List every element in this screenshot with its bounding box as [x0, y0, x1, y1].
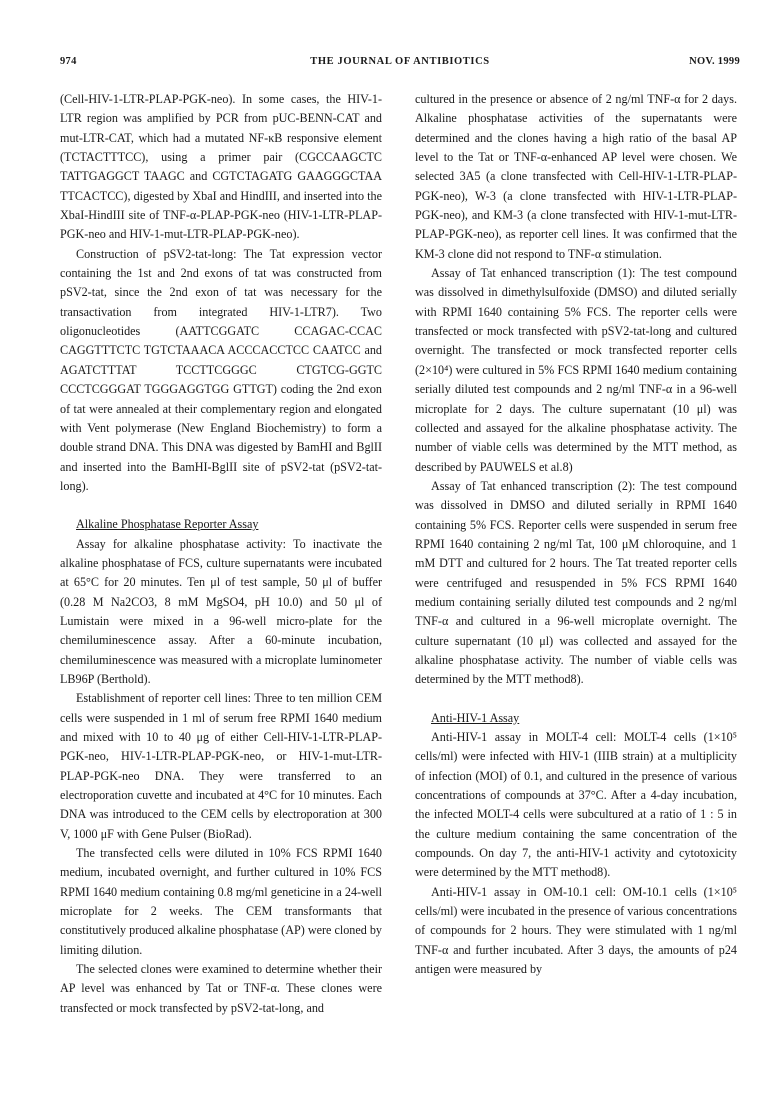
- left-column: [60, 90, 382, 1018]
- running-header: [60, 56, 740, 76]
- paragraph: Anti-HIV-1 assay in OM-10.1 cell: OM-10.1 cells (1×10⁵ cells/ml) were incubated in the presence of various concentrations of compounds for 2 hours. They were stimulated with 1 ng/ml TNF-α and further incubated. After 3 days, the amounts of p24 antigen were measured by: [415, 884, 737, 977]
- paragraph: Anti-HIV-1 assay in MOLT-4 cell: MOLT-4 cells (1×10⁵ cells/ml) were infected with HIV-1 (IIIB strain) at a multiplicity of infection (MOI) of 0.1, and cultured in the presence of various concentrations of compounds at 37°C. After a 4-day incubation, the infected MOLT-4 cells were subcultured at a ratio of 1 : 5 in the culture medium containing the same concentration of the compounds. On day 7, the anti-HIV-1 activity and cytotoxicity were determined by the MTT method8).: [415, 730, 737, 880]
- journal-title: THE JOURNAL OF ANTIBIOTICS: [310, 56, 490, 67]
- issue-date: NOV. 1999: [689, 56, 740, 67]
- section-heading-anti-hiv: Anti-HIV-1 Assay: [431, 710, 520, 725]
- paragraph: Assay for alkaline phosphatase activity: To inactivate the alkaline phosphatase of FCS, culture supernatants were incubated at 65°C for 20 minutes. Ten μl of test sample, 50 μl of buffer (0.28 M Na2CO3, 8 mM MgSO4, pH 10.0) and 50 μl of Lumistain were mixed in a 96-well micro-plate for the chemiluminescence assay. After a 60-minute incubation, chemiluminescence was measured with a microplate luminometer LB96P (Berthold).: [60, 536, 382, 686]
- paragraph: Assay of Tat enhanced transcription (1): The test compound was dissolved in dimethylsulfoxide (DMSO) and diluted serially with RPMI 1640 containing 5% FCS. The reporter cells were transfected or mock transfected with pSV2-tat-long and cultured overnight. The transfected or mock transfected reporter cells (2×10⁴) were cultured in 5% FCS RPMI 1640 medium containing serially diluted test compounds and 2 ng/ml TNF-α in a 96-well microplate for 2 days. The culture supernatant (10 μl) was collected and assayed for the alkaline phosphatase activity. The number of viable cells was determined by the MTT method, as described by PAUWELS et al.8): [415, 266, 737, 474]
- page-number: 974: [60, 56, 77, 67]
- paragraph: (Cell-HIV-1-LTR-PLAP-PGK-neo). In some cases, the HIV-1-LTR region was amplified by PCR from pUC-BENN-CAT and mut-LTR-CAT, which had a mutated NF-κB responsive element (TCTACTTTCC), using a primer pair (CGCCAAGCTC TATTGAGGCT TAAGC and CGTCTAGATG GAAGGGCTAA TTCACTCC), digested by XbaI and HindIII, and inserted into the XbaI-HindIII site of TNF-α-PLAP-PGK-neo (HIV-1-LTR-PLAP-PGK-neo and HIV-1-mut-LTR-PLAP-PGK-neo).: [60, 92, 382, 242]
- paragraph: Establishment of reporter cell lines: Three to ten million CEM cells were suspended in 1 ml of serum free RPMI 1640 medium and mixed with 10 to 40 μg of either Cell-HIV-1-LTR-PLAP-PGK-neo, HIV-1-LTR-PLAP-PGK-neo, or HIV-1-mut-LTR-PLAP-PGK-neo DNA. They were transferred to an electroporation cuvette and incubated at 4°C for 10 minutes. Each DNA was introduced to the CEM cells by electroporation at 300 V, 1000 μF with Gene Pulser (BioRad).: [60, 691, 382, 841]
- paragraph: Construction of pSV2-tat-long: The Tat expression vector containing the 1st and 2nd exons of tat was constructed from pSV2-tat, since the 2nd exon of tat was necessary for the transactivation from integrated HIV-1-LTR7). Two oligonucleotides (AATTCGGATC CCAGAC-CCAC CAGGTTTCTC TGTCTAAACA ACCCACCTCC CAATCC and AGATCTTTAT TCCTTCGGGC CTGTCG-GGTC CCCTCGGGAT TGGGAGGTGG GTTGT) coding the 2nd exon of tat were annealed at their complementary region and elongated with Vent polymerase (New England Biochemistry) to form a double strand DNA. This DNA was digested by BamHI and BglII and inserted into the BamHI-BglII site of pSV2-tat (pSV2-tat-long).: [60, 246, 382, 493]
- paragraph: The transfected cells were diluted in 10% FCS RPMI 1640 medium, incubated overnight, and further cultured in 10% FCS RPMI 1640 medium containing 0.8 mg/ml geneticine in a 24-well microplate for 2 weeks. The CEM transformants that constitutively produced alkaline phosphatase (AP) were cloned by limiting dilution.: [60, 846, 382, 957]
- paragraph: The selected clones were examined to determine whether their AP level was enhanced by Tat or TNF-α. These clones were transfected or mock transfected by pSV2-tat-long, and: [60, 962, 382, 1015]
- right-column: [415, 90, 737, 979]
- section-heading-alp: Alkaline Phosphatase Reporter Assay: [76, 517, 259, 532]
- paragraph: Assay of Tat enhanced transcription (2): The test compound was dissolved in DMSO and diluted serially in RPMI 1640 containing 5% FCS. Reporter cells were suspended in serum free RPMI 1640 containing 2 ng/ml Tat, 100 μM chloroquine, and 1 mM DTT and cultured for 2 hours. The Tat treated reporter cells were centrifuged and resuspended in 5% FCS RPMI 1640 medium containing serially diluted test compounds and 2 ng/ml TNF-α and cultured in a 96-well microplate overnight. The culture supernatant (10 μl) was collected and assayed for the alkaline phosphatase activity. The number of viable cells was determined by the MTT method8).: [415, 478, 737, 687]
- paragraph: cultured in the presence or absence of 2 ng/ml TNF-α for 2 days. Alkaline phosphatase activities of the supernatants were determined and the clones having a high ratio of the basal AP level to the Tat or TNF-α-enhanced AP level were chosen. We selected 3A5 (a clone transfected with Cell-HIV-1-LTR-PLAP-PGK-neo), W-3 (a clone transfected with HIV-1-LTR-PLAP-PGK-neo), and KM-3 (a clone transfected with HIV-1-mut-LTR-PLAP-PGK-neo), as reporter cell lines. It was confirmed that the KM-3 clone did not respond to TNF-α stimulation.: [415, 92, 737, 261]
